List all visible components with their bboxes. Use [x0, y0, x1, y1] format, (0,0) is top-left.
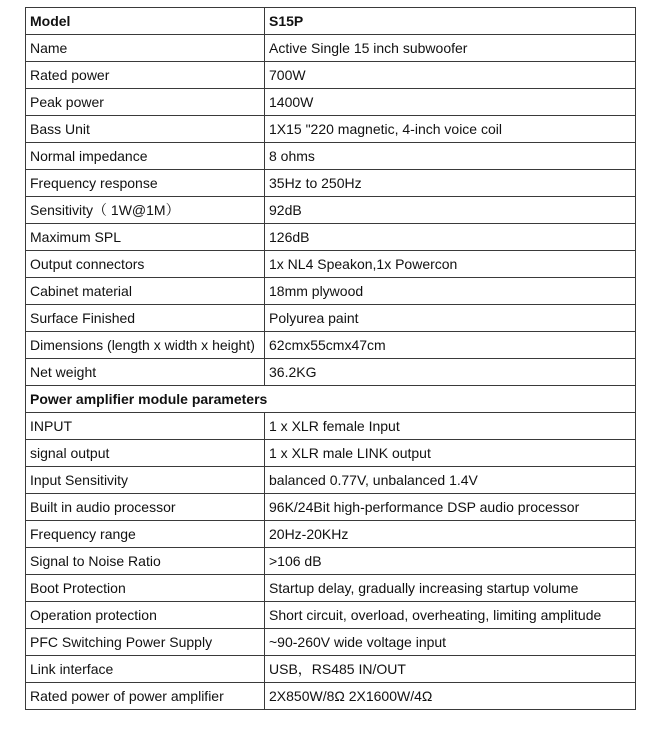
spec-table-body	[26, 8, 636, 710]
table-row	[26, 359, 636, 386]
table-row	[26, 413, 636, 440]
row-value: balanced 0.77V, unbalanced 1.4V	[265, 467, 636, 494]
row-label: Signal to Noise Ratio	[26, 548, 265, 575]
table-row	[26, 143, 636, 170]
table-row	[26, 575, 636, 602]
row-value: Short circuit, overload, overheating, limiting amplitude	[265, 602, 636, 629]
row-value: 92dB	[265, 197, 636, 224]
table-row	[26, 602, 636, 629]
table-row	[26, 521, 636, 548]
table-row	[26, 251, 636, 278]
table-row	[26, 89, 636, 116]
row-label: Link interface	[26, 656, 265, 683]
table-row	[26, 116, 636, 143]
row-value: 1X15 "220 magnetic, 4-inch voice coil	[265, 116, 636, 143]
spec-table	[25, 7, 636, 710]
row-value: 126dB	[265, 224, 636, 251]
row-value: 62cmx55cmx47cm	[265, 332, 636, 359]
row-label: Peak power	[26, 89, 265, 116]
row-value: 20Hz-20KHz	[265, 521, 636, 548]
row-value: 1x NL4 Speakon,1x Powercon	[265, 251, 636, 278]
header-label: Model	[26, 8, 265, 35]
table-row	[26, 278, 636, 305]
row-value: 1 x XLR male LINK output	[265, 440, 636, 467]
row-value: ~90-260V wide voltage input	[265, 629, 636, 656]
row-label: Built in audio processor	[26, 494, 265, 521]
row-value: Startup delay, gradually increasing startup volume	[265, 575, 636, 602]
table-row	[26, 224, 636, 251]
row-label: INPUT	[26, 413, 265, 440]
row-label: Operation protection	[26, 602, 265, 629]
row-label: Name	[26, 35, 265, 62]
row-label: Cabinet material	[26, 278, 265, 305]
row-label: signal output	[26, 440, 265, 467]
row-value: Polyurea paint	[265, 305, 636, 332]
row-value: 8 ohms	[265, 143, 636, 170]
row-label: Rated power of power amplifier	[26, 683, 265, 710]
row-label: Net weight	[26, 359, 265, 386]
row-value: 700W	[265, 62, 636, 89]
row-label: PFC Switching Power Supply	[26, 629, 265, 656]
row-value: 1400W	[265, 89, 636, 116]
row-label: Maximum SPL	[26, 224, 265, 251]
row-label: Frequency range	[26, 521, 265, 548]
table-row	[26, 305, 636, 332]
row-label: Output connectors	[26, 251, 265, 278]
row-label: Normal impedance	[26, 143, 265, 170]
row-value: USB，RS485 IN/OUT	[265, 656, 636, 683]
row-value: Active Single 15 inch subwoofer	[265, 35, 636, 62]
table-row	[26, 467, 636, 494]
table-row	[26, 656, 636, 683]
model-value: S15P	[265, 8, 636, 35]
section-header-row	[26, 386, 636, 413]
row-value: 2X850W/8Ω 2X1600W/4Ω	[265, 683, 636, 710]
table-row	[26, 440, 636, 467]
row-label: Input Sensitivity	[26, 467, 265, 494]
row-value: 36.2KG	[265, 359, 636, 386]
row-label: Dimensions (length x width x height)	[26, 332, 265, 359]
table-row	[26, 35, 636, 62]
row-label: Frequency response	[26, 170, 265, 197]
row-value: 18mm plywood	[265, 278, 636, 305]
row-label: Sensitivity（ 1W@1M）	[26, 197, 265, 224]
table-row	[26, 197, 636, 224]
row-value: >106 dB	[265, 548, 636, 575]
table-row	[26, 332, 636, 359]
table-row	[26, 62, 636, 89]
table-row	[26, 548, 636, 575]
row-label: Bass Unit	[26, 116, 265, 143]
row-value: 35Hz to 250Hz	[265, 170, 636, 197]
row-value: 96K/24Bit high-performance DSP audio processor	[265, 494, 636, 521]
row-label: Rated power	[26, 62, 265, 89]
table-row	[26, 629, 636, 656]
table-row	[26, 683, 636, 710]
row-label: Surface Finished	[26, 305, 265, 332]
section-title: Power amplifier module parameters	[26, 386, 636, 413]
table-row	[26, 494, 636, 521]
row-value: 1 x XLR female Input	[265, 413, 636, 440]
row-label: Boot Protection	[26, 575, 265, 602]
header-row	[26, 8, 636, 35]
table-row	[26, 170, 636, 197]
